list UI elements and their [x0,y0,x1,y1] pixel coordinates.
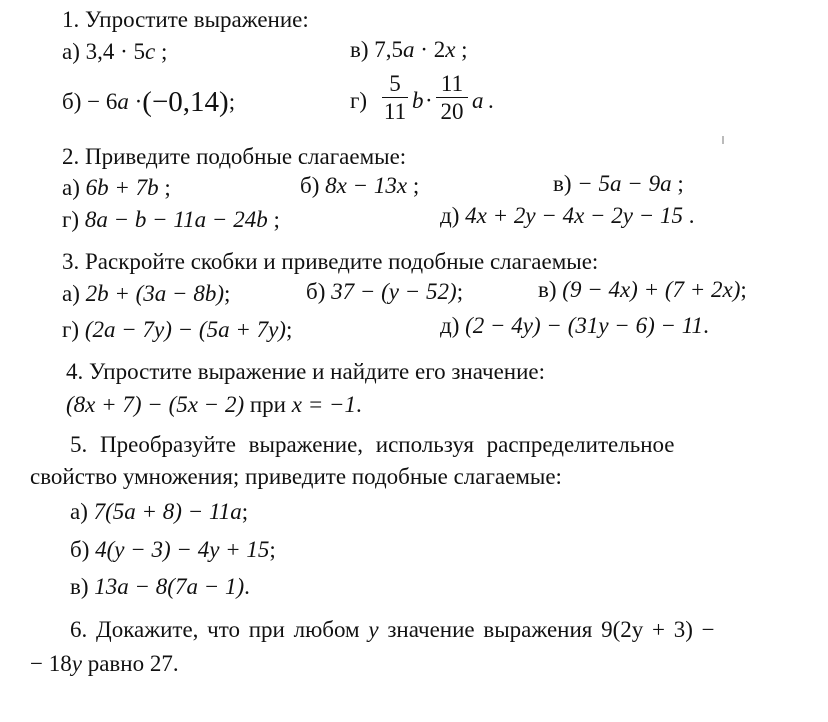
task1-item-g-label: г) [350,88,368,113]
task5-item-a: а) 7(5a + 8) − 11a; [70,499,249,524]
fraction-5-11: 5 11 [383,71,407,124]
task1-title: 1. Упростите выражение: [62,7,309,32]
worksheet-page: 1. Упростите выражение: а) 3,4 · 5c ; в) 7,5a · 2x ; б) − 6a ·(−0,14); г) 5 11 b · 11 20 a . 2. Приведите подобные слагаемые: а) 6b + 7b ; б) 8x − 13x ; в) − 5a − 9a ; г) 8a − b − 11a − 24b ; д) 4x + 2y − 4x − 2y − 15 . 3. Раскройте скобки и приведите подобные слагаемые: а) 2b + (3a − 8b); б) 37 − (y − 52); в) (9 − 4x) + (7 + 2x); г) (2a − 7y) − (5a + 7y); д) (2 − 4y) − (31y − 6) − 11. 4. Упростите выражение и найдите его значение: (8x + 7) − (5x − 2) при x = −1. 5. Преобразуйте выражение, используя распределительное свойство умножения; приведите подобные слагаемые: а) 7(5a + 8) − 11a; б) 4(y − 3) − 4y + 15; в) 13a − 8(7a − 1). 6. Докажите, что при любом y значение выражения 9(2y + 3) − − 18y равно 27. [30,7,747,676]
task6-line1: 6. Докажите, что при любом y значение выражения 9(2y + 3) − [70,617,715,642]
task2-item-d: д) 4x + 2y − 4x − 2y − 15 . [440,203,695,228]
task6-line2: − 18y равно 27. [30,651,179,676]
task2-item-g: г) 8a − b − 11a − 24b ; [62,207,280,232]
task5-title-line2: свойство умножения; приведите подобные слагаемые: [30,464,562,489]
expression: 3,4 · 5 [85,39,146,64]
task2-title: 2. Приведите подобные слагаемые: [62,144,407,169]
task5-item-v: в) 13a − 8(7a − 1). [70,574,250,599]
scan-mark [722,136,724,144]
task2-item-b: б) 8x − 13x ; [300,173,420,198]
task1-item-v: в) 7,5a · 2x ; [350,37,468,62]
task3-item-v: в) (9 − 4x) + (7 + 2x); [538,277,747,302]
task5-title-line1: 5. Преобразуйте выражение, используя распределительное [70,432,675,457]
task4-expression: (8x + 7) − (5x − 2) при x = −1. [66,392,362,417]
variable: c [145,39,156,64]
task1-item-b: б) − 6a ·(−0,14); [62,86,236,118]
task2-item-v: в) − 5a − 9a ; [553,171,684,196]
item-label: а) [62,39,80,64]
task1-item-a: а) 3,4 · 5c ; [62,39,168,64]
task2-item-a: а) 6b + 7b ; [62,175,171,200]
fraction-11-20: 11 20 [436,72,468,123]
task3-item-g: г) (2a − 7y) − (5a + 7y); [62,317,293,342]
task3-title: 3. Раскройте скобки и приведите подобные слагаемые: [62,249,599,274]
item-label: б) [62,89,82,114]
task3-item-d: д) (2 − 4y) − (31y − 6) − 11. [440,313,709,338]
task4-title: 4. Упростите выражение и найдите его значение: [66,359,546,384]
task3-item-b: б) 37 − (y − 52); [306,279,464,304]
task3-item-a: а) 2b + (3a − 8b); [62,281,231,306]
task5-item-b: б) 4(y − 3) − 4y + 15; [70,537,276,562]
item-label: в) [350,37,369,62]
